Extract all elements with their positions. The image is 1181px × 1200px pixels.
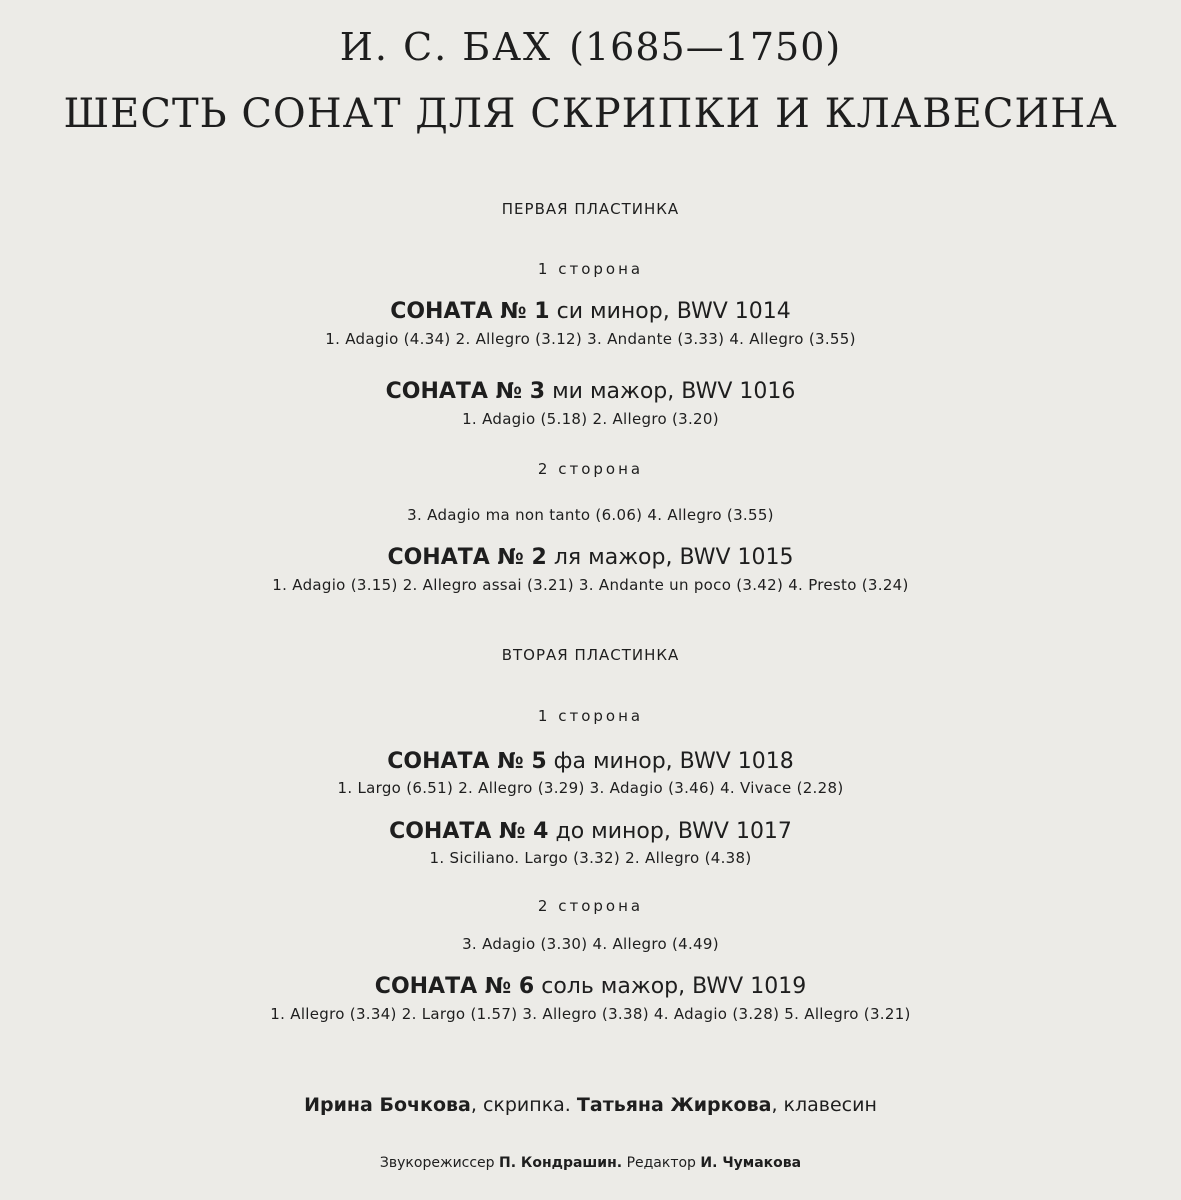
- sonata-1-title: [0, 298, 1181, 326]
- sonata-1-key: си минор, BWV 1014: [556, 299, 791, 324]
- harpsichordist-name: Татьяна Жиркова: [576, 1094, 772, 1116]
- sonata-3-movements: 1. Adagio (5.18) 2. Allegro (3.20): [462, 410, 719, 428]
- record2-side1-label: 1 сторона: [537, 707, 644, 725]
- record1-side2-label: 2 сторона: [537, 460, 644, 478]
- editor-label: Редактор: [626, 1155, 696, 1171]
- sonata-4-title: [0, 818, 1181, 846]
- performers-line: [0, 1094, 1181, 1116]
- violinist-name: Ирина Бочкова: [304, 1094, 471, 1116]
- sonata-1-number: СОНАТА № 1: [390, 299, 550, 324]
- credits-line: [0, 1155, 1181, 1171]
- sonata-3-continuation: 3. Adagio ma non tanto (6.06) 4. Allegro (3.55): [407, 506, 774, 524]
- sonata-4-number: СОНАТА № 4: [389, 819, 549, 844]
- sonata-6-key: соль мажор, BWV 1019: [541, 974, 807, 999]
- sonata-3-title: [0, 378, 1181, 406]
- sonata-6-movements: 1. Allegro (3.34) 2. Largo (1.57) 3. Allegro (3.38) 4. Adagio (3.28) 5. Allegro (3.21): [270, 1005, 911, 1023]
- record2-side2-label: 2 сторона: [537, 897, 644, 915]
- sonata-6-title: [0, 973, 1181, 1001]
- sonata-4-key: до минор, BWV 1017: [555, 819, 792, 844]
- sonata-2-movements: 1. Adagio (3.15) 2. Allegro assai (3.21) 3. Andante un poco (3.42) 4. Presto (3.24): [272, 576, 909, 594]
- record2-label: ВТОРАЯ ПЛАСТИНКА: [501, 646, 680, 664]
- sonata-2-title: [0, 544, 1181, 572]
- harpsichord-role: , клавесин: [771, 1094, 877, 1116]
- sonata-2-key: ля мажор, BWV 1015: [553, 545, 794, 570]
- engineer-name: П. Кондрашин.: [499, 1155, 623, 1171]
- sonata-5-movements: 1. Largo (6.51) 2. Allegro (3.29) 3. Adagio (3.46) 4. Vivace (2.28): [337, 779, 844, 797]
- sonata-3-key: ми мажор, BWV 1016: [552, 379, 796, 404]
- composer-years: (1685—1750): [569, 25, 842, 69]
- sonata-6-number: СОНАТА № 6: [374, 974, 535, 999]
- record1-side1-label: 1 сторона: [537, 260, 644, 278]
- sonata-3-number: СОНАТА № 3: [385, 379, 546, 404]
- engineer-label: Звукорежиссер: [379, 1155, 495, 1171]
- work-title: ШЕСТЬ СОНАТ ДЛЯ СКРИПКИ И КЛАВЕСИНА: [63, 91, 1118, 137]
- record1-label: ПЕРВАЯ ПЛАСТИНКА: [501, 200, 680, 218]
- sonata-5-key: фа минор, BWV 1018: [553, 749, 794, 774]
- sonata-4-movements: 1. Siciliano. Largo (3.32) 2. Allegro (4.38): [429, 849, 752, 867]
- composer-heading: [0, 24, 1181, 70]
- violin-role: , скрипка.: [470, 1094, 571, 1116]
- sonata-2-number: СОНАТА № 2: [387, 545, 547, 570]
- sonata-5-number: СОНАТА № 5: [387, 749, 547, 774]
- sonata-5-title: [0, 748, 1181, 776]
- sonata-4-continuation: 3. Adagio (3.30) 4. Allegro (4.49): [462, 935, 719, 953]
- sonata-1-movements: 1. Adagio (4.34) 2. Allegro (3.12) 3. Andante (3.33) 4. Allegro (3.55): [325, 330, 856, 348]
- composer-name: И. С. БАХ: [339, 25, 553, 69]
- editor-name: И. Чумакова: [700, 1155, 802, 1171]
